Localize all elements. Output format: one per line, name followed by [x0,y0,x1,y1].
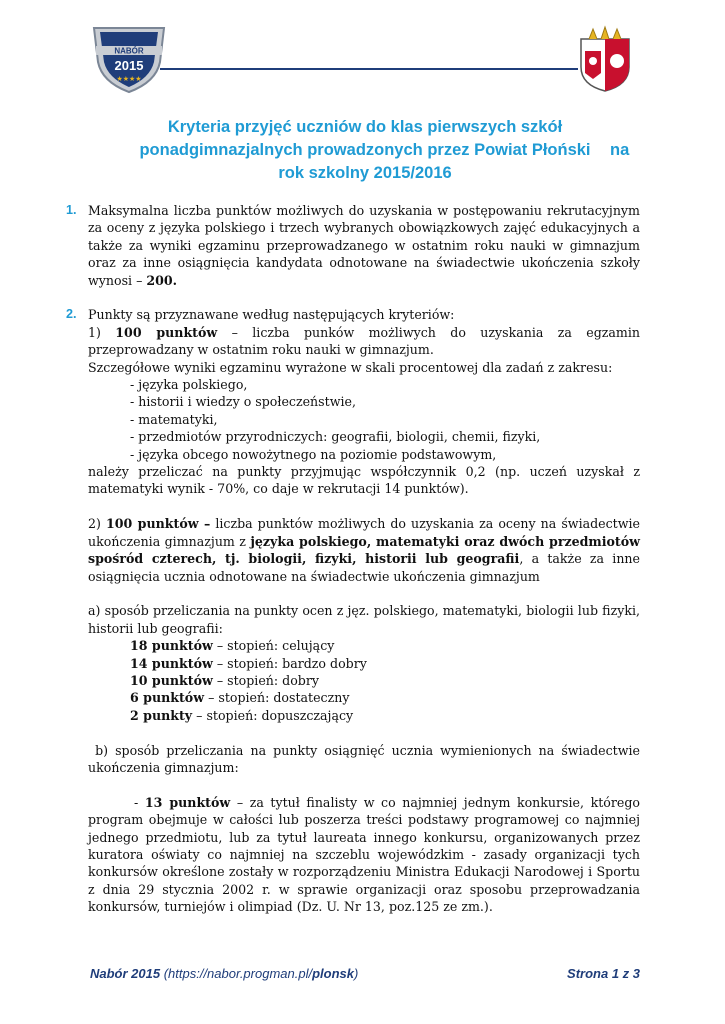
criterion-1-text: – liczba punków możliwych do uzyskania za egzamin przeprowadzany w ostatnim roku nauki w gimnazjum. [88,324,640,358]
criterion-1-prefix: 1) [88,324,116,340]
footer-url-bold: plonsk [312,966,354,981]
achievement-text: – za tytuł finalisty w co najmniej jednym konkursie, którego program obejmuje w całości lub poszerza treści podstawy programowej co najmniej jednego przedmiotu, lub za tytuł laureata innego konkursu, organizowanych przez kuratora oświaty co najmniej na szczeblu wojewódzkim - zasady organizacji tych konkursów określone zostały w rozporządzeniu Ministra Edukacji Narodowej i Sportu z dnia 29 stycznia 2002 r. w sprawie organizacji oraz sposobu przeprowadzania konkursów, turniejów i olimpiad (Dz. U. Nr 13, poz.125 ze zm.). [88,794,645,915]
section-2-number: 2. [66,307,77,322]
section-1 [60,202,640,289]
footer-left [90,966,358,981]
criterion-2 [88,515,640,585]
conversion-rule: należy przeliczać na punkty przyjmując współczynnik 0,2 (np. uczeń uzyskał z matematyki wynik - 70%, co daje w rekrutacji 14 punktów). [88,464,640,497]
achievement-conversion-intro: b) sposób przeliczania na punkty osiągnięć ucznia wymienionych na świadectwie ukończenia gimnazjum: [88,742,645,775]
header-rule [160,68,578,70]
footer-title: Nabór 2015 [90,966,161,981]
title-line-2-suffix: na [610,141,630,159]
grade-item [130,707,640,724]
exam-subject-item: - historii i wiedzy o społeczeństwie, [130,394,356,410]
grade-label: – stopień: dopuszczający [192,707,354,723]
grade-points: 10 punktów [130,672,213,688]
grade-points: 6 punktów [130,690,205,706]
exam-subject-item: - języka polskiego, [130,377,248,393]
grade-item [130,637,640,654]
nabor-2015-badge-logo [90,22,168,94]
footer-url-end: ) [354,966,359,981]
grade-list [88,637,640,724]
grade-item [130,689,640,706]
exam-subject-list [88,376,640,463]
criterion-2-text-end: , a także za inne osiągnięcia ucznia odnotowane na świadectwie ukończenia gimnazjum [88,551,640,584]
title-line-1: Kryteria przyjęć uczniów do klas pierwszych szkół [167,118,563,136]
criterion-2-subjects: języka polskiego, matematyki oraz dwóch przedmiotów spośród czterech, tj. biologii, fizyki, historii lub geografii [88,533,640,567]
footer-url-start: (https://nabor.progman.pl/ [160,966,313,981]
section-1-number: 1. [66,203,77,217]
achievement-points: 13 punktów [144,794,231,810]
grade-label: – stopień: dostateczny [204,690,350,706]
grade-label: – stopień: dobry [212,672,319,688]
page-footer [90,966,640,981]
page-title [80,116,650,185]
exam-subject-item: - języka obcego nowożytnego na poziomie podstawowym, [130,446,497,462]
section-1-total: 200. [146,272,178,288]
achievement-item [88,776,645,933]
svg-text:★★★★: ★★★★ [116,75,142,83]
page-header [0,0,725,100]
grade-item [130,655,640,672]
criterion-1 [88,324,640,359]
grade-points: 14 punktów [130,655,213,671]
criterion-1-points: 100 punktów [115,324,218,340]
badge-year-text: 2015 [114,58,144,73]
grade-points: 18 punktów [130,638,213,654]
grade-points: 2 punkty [130,707,193,723]
exam-subject-item: - przedmiotów przyrodniczych: geografii, biologii, chemii, fizyki, [130,429,541,445]
grade-label: – stopień: celujący [212,638,335,654]
title-line-2: ponadgimnazjalnych prowadzonych przez Powiat Płoński [139,141,591,159]
section-1-text: Maksymalna liczba punktów możliwych do uzyskania w postępowaniu rekrutacyjnym za oceny z języka polskiego i trzech wybranych obowiązkowych zajęć edukacyjnych a także za wyniki egzaminu przeprowadzanego w ostatnim roku nauki w gimnazjum oraz za inne osiągnięcia kandydata odnotowane na świadectwie ukończenia szkoły wynosi – [88,203,640,288]
section-2-intro: Punkty są przyznawane według następujących kryteriów: [88,307,455,323]
grade-conversion-intro: a) sposób przeliczania na punkty ocen z jęz. polskiego, matematyki, biologii lub fizyki, historii lub geografii: [88,603,640,636]
criterion-2-prefix: 2) [88,516,106,532]
criterion-2-text: liczba punktów możliwych do uzyskania za oceny na świadectwie ukończenia gimnazjum z [88,516,641,549]
criterion-1-detail: Szczegółowe wyniki egzaminu wyrażone w skali procentowej dla zadań z zakresu: [88,359,613,375]
page-number: Strona 1 z 3 [567,966,640,981]
criterion-2-points: 100 punktów – [105,516,211,532]
grade-item [130,672,640,689]
achievement-prefix: - [127,794,145,810]
document-body [60,202,645,933]
powiat-coat-of-arms-logo [577,25,633,93]
section-2 [60,306,645,933]
grade-label: – stopień: bardzo dobry [212,655,367,671]
badge-top-text: NABÓR [114,46,144,56]
title-line-3: rok szkolny 2015/2016 [278,164,452,182]
exam-subject-item: - matematyki, [130,411,218,427]
